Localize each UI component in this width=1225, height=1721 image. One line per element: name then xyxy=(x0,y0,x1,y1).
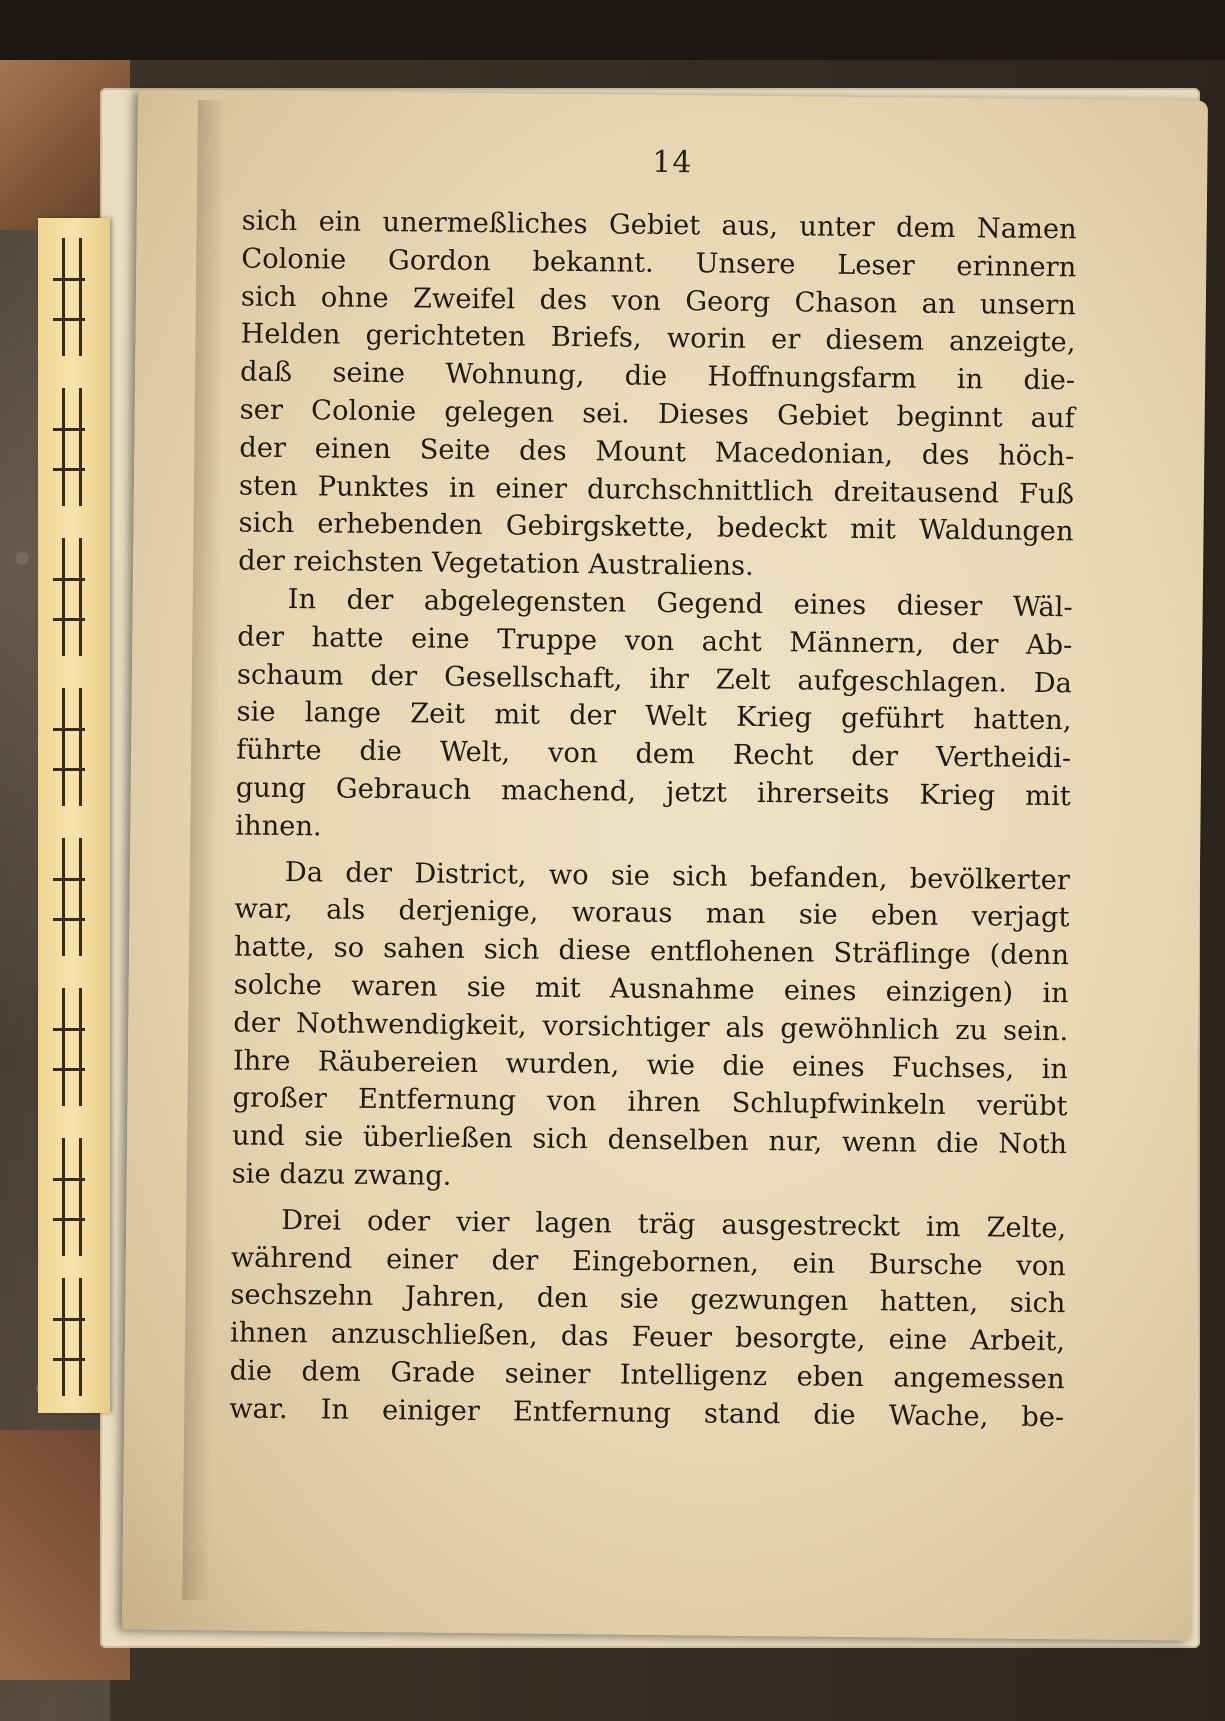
text-line: sich erhebenden Gebirgskette, bedeckt mit Waldungen xyxy=(238,507,1074,548)
ornament-icon xyxy=(62,388,82,506)
text-line: war. In einiger Entfernung stand die Wache, be- xyxy=(229,1393,1065,1433)
book-page xyxy=(122,89,1208,1640)
text-line: der hatte eine Truppe von acht Männern, der Ab- xyxy=(237,621,1073,662)
ornament-icon xyxy=(62,238,82,356)
text-line: Colonie Gordon bekannt. Unsere Leser erinnern xyxy=(241,243,1077,284)
ornament-icon xyxy=(62,688,82,806)
text-line: sich ohne Zweifel des von Georg Chason an unsern xyxy=(240,281,1077,321)
text-line: großer Entfernung von ihren Schlupfwinkeln verübt xyxy=(232,1082,1068,1123)
page-number: 14 xyxy=(652,144,693,181)
text-line: sten Punktes in einer durchschnittlich dreitausend Fuß xyxy=(238,470,1075,510)
ornament-icon xyxy=(62,1138,82,1256)
text-line: sechszehn Jahren, den sie gezwungen hatten, sich xyxy=(230,1279,1066,1320)
text-line: ihnen anzuschließen, das Feuer besorgte, eine Arbeit, xyxy=(229,1317,1066,1358)
text-line: die dem Grade seiner Intelligenz eben angemessen xyxy=(229,1355,1065,1396)
bookmark-strip xyxy=(38,218,110,1413)
text-line: sich ein unermeßliches Gebiet aus, unter dem Namen xyxy=(241,205,1077,246)
text-line: Da der District, wo sie sich befanden, bevölkerter xyxy=(284,856,1071,896)
text-line: gung Gebrauch machend, jetzt ihrerseits Krieg mit xyxy=(235,772,1071,813)
text-line: schaum der Gesellschaft, ihr Zelt aufgeschlagen. Da xyxy=(236,659,1073,699)
ornament-icon xyxy=(62,1278,82,1396)
ornament-icon xyxy=(62,538,82,656)
text-line: Drei oder vier lagen träg ausgestreckt im Zelte, xyxy=(281,1204,1067,1244)
text-line: ser Colonie gelegen sei. Dieses Gebiet beginnt auf xyxy=(239,394,1075,435)
text-line: war, als derjenige, woraus man sie eben verjagt xyxy=(234,893,1070,934)
text-line: sie lange Zeit mit der Welt Krieg geführt hatten, xyxy=(236,696,1072,737)
text-line: sie dazu zwang. xyxy=(231,1158,452,1192)
text-line: der einen Seite des Mount Macedonian, des höch- xyxy=(239,432,1075,473)
text-line: und sie überließen sich denselben nur, wenn die Noth xyxy=(231,1120,1068,1161)
text-line: In der abgelegensten Gegend eines dieser Wäl- xyxy=(287,584,1073,624)
text-line: während einer der Eingebornen, ein Bursche von xyxy=(230,1241,1066,1282)
page-text xyxy=(229,203,1077,1437)
ornament-icon xyxy=(62,988,82,1106)
text-line: ihnen. xyxy=(235,810,322,843)
text-line: daß seine Wohnung, die Hoffnungsfarm in die- xyxy=(239,356,1076,397)
text-line: führte die Welt, von dem Recht der Vertheidi- xyxy=(236,734,1072,775)
ornament-icon xyxy=(62,838,82,956)
text-line: der reichsten Vegetation Australiens. xyxy=(237,545,754,583)
text-line: Helden gerichteten Briefs, worin er diesem anzeigte, xyxy=(240,318,1076,359)
text-line: der Nothwendigkeit, vorsichtiger als gewöhnlich zu sein. xyxy=(233,1007,1069,1047)
text-line: solche waren sie mit Ausnahme eines einzigen) in xyxy=(233,969,1069,1010)
text-line: hatte, so sahen sich diese entflohenen Sträflinge (denn xyxy=(233,931,1070,972)
text-line: Ihre Räubereien wurden, wie die eines Fuchses, in xyxy=(232,1045,1069,1085)
